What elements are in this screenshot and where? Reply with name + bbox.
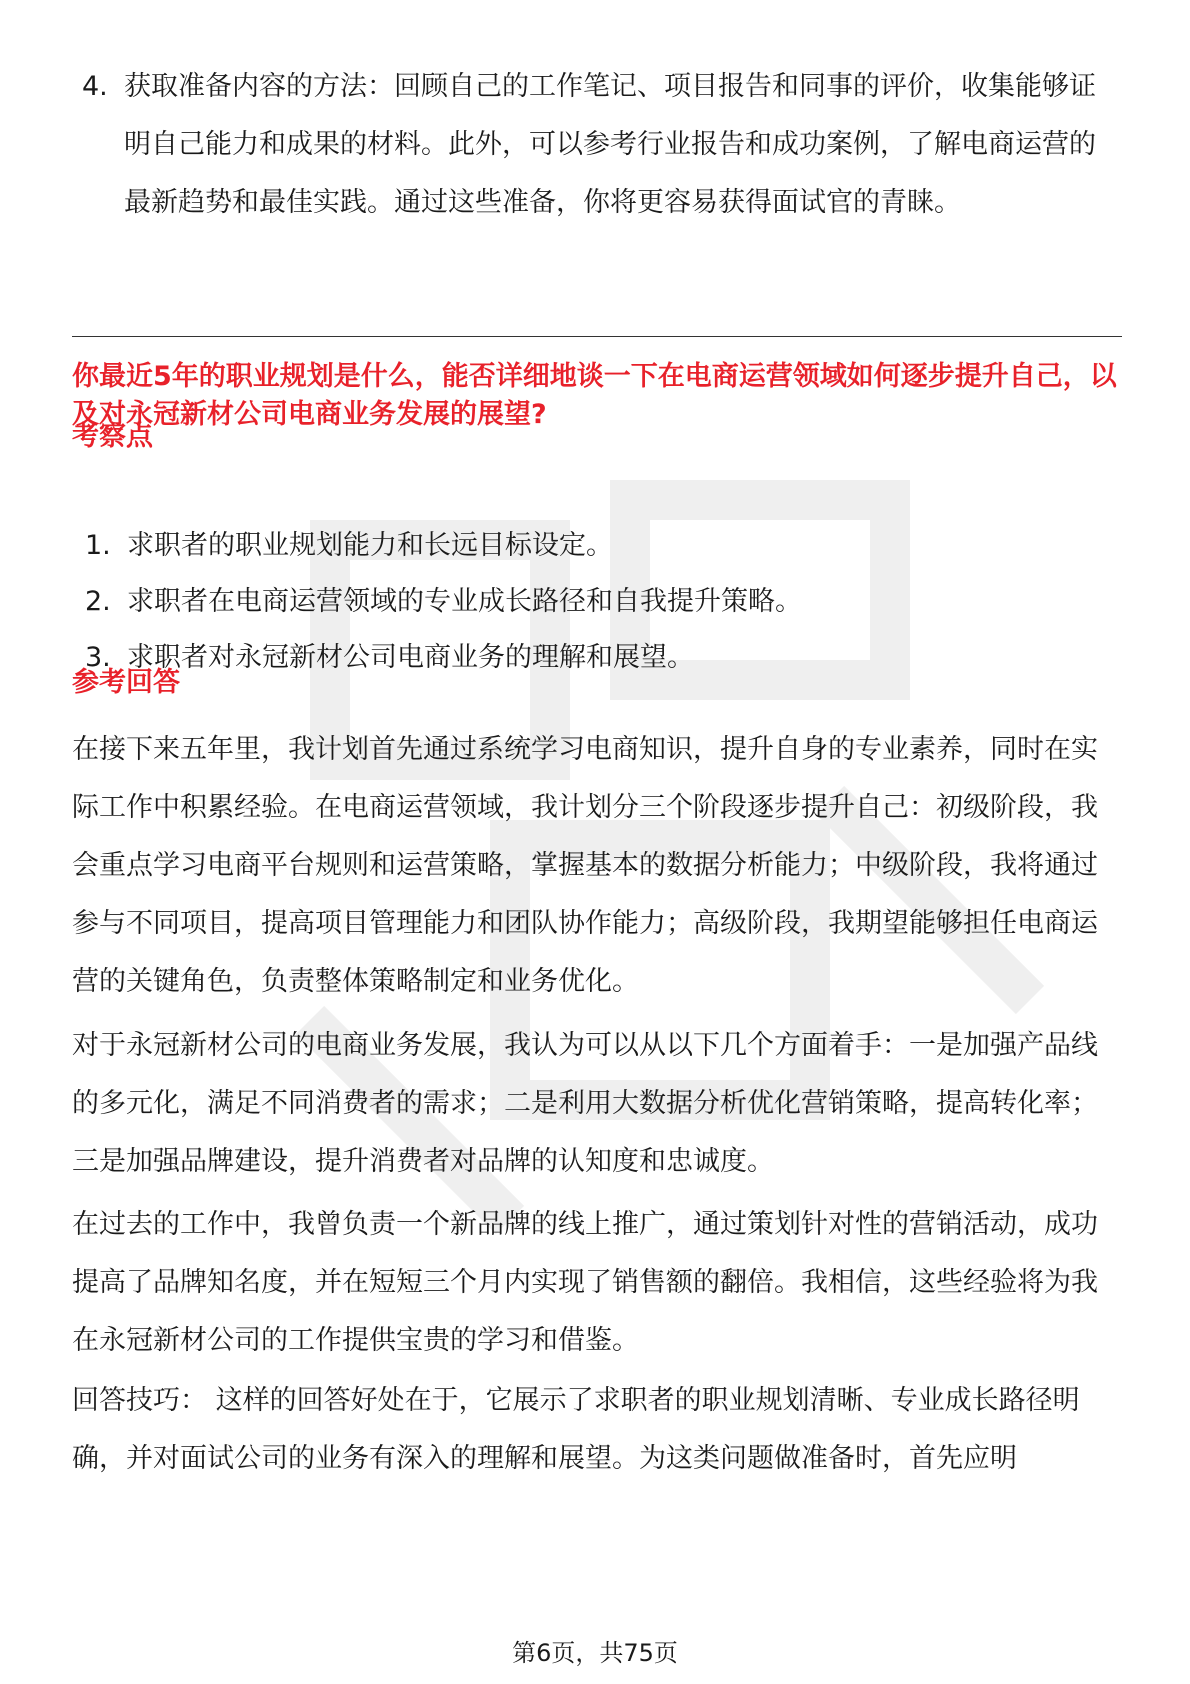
list-item	[85, 518, 1115, 574]
previous-answer-list	[82, 58, 1122, 232]
heading-reference-answer: 参考回答	[72, 667, 180, 698]
list-number: 1.	[85, 530, 111, 561]
list-item	[82, 58, 1122, 232]
interview-question: 你最近5年的职业规划是什么，能否详细地谈一下在电商运营领域如何逐步提升自己，以及对永冠新材公司电商业务发展的展望?	[72, 361, 1117, 430]
list-text: 求职者在电商运营领域的专业成长路径和自我提升策略。	[127, 586, 802, 617]
list-number: 3.	[85, 642, 111, 673]
list-item	[85, 630, 1115, 686]
list-text: 获取准备内容的方法：回顾自己的工作笔记、项目报告和同事的评价，收集能够证明自己能力和成果的材料。此外，可以参考行业报告和成功案例，了解电商运营的最新趋势和最佳实践。通过这些准备，你将更容易获得面试官的青睐。	[124, 71, 1096, 218]
answer-tips-paragraph: 回答技巧： 这样的回答好处在于，它展示了求职者的职业规划清晰、专业成长路径明确，并对面试公司的业务有深入的理解和展望。为这类问题做准备时，首先应明	[72, 1385, 1080, 1474]
answer-paragraph: 在过去的工作中，我曾负责一个新品牌的线上推广，通过策划针对性的营销活动，成功提高了品牌知名度，并在短短三个月内实现了销售额的翻倍。我相信，这些经验将为我在永冠新材公司的工作提供宝贵的学习和借鉴。	[72, 1209, 1098, 1356]
section-divider	[72, 336, 1122, 337]
assessment-points-list	[85, 518, 1115, 686]
list-number: 2.	[85, 586, 111, 617]
list-text: 求职者的职业规划能力和长远目标设定。	[127, 530, 613, 561]
page-number-footer: 第6页，共75页	[512, 1639, 678, 1667]
heading-kaochadian: 考察点	[72, 421, 153, 452]
answer-paragraph: 在接下来五年里，我计划首先通过系统学习电商知识，提升自身的专业素养，同时在实际工作中积累经验。在电商运营领域，我计划分三个阶段逐步提升自己：初级阶段，我会重点学习电商平台规则和运营策略，掌握基本的数据分析能力；中级阶段，我将通过参与不同项目，提高项目管理能力和团队协作能力；高级阶段，我期望能够担任电商运营的关键角色，负责整体策略制定和业务优化。	[72, 734, 1098, 997]
answer-paragraph: 对于永冠新材公司的电商业务发展，我认为可以从以下几个方面着手：一是加强产品线的多元化，满足不同消费者的需求；二是利用大数据分析优化营销策略，提高转化率；三是加强品牌建设，提升消费者对品牌的认知度和忠诚度。	[72, 1030, 1098, 1177]
list-item	[85, 574, 1115, 630]
list-text: 求职者对永冠新材公司电商业务的理解和展望。	[127, 642, 694, 673]
list-number: 4.	[82, 71, 108, 102]
